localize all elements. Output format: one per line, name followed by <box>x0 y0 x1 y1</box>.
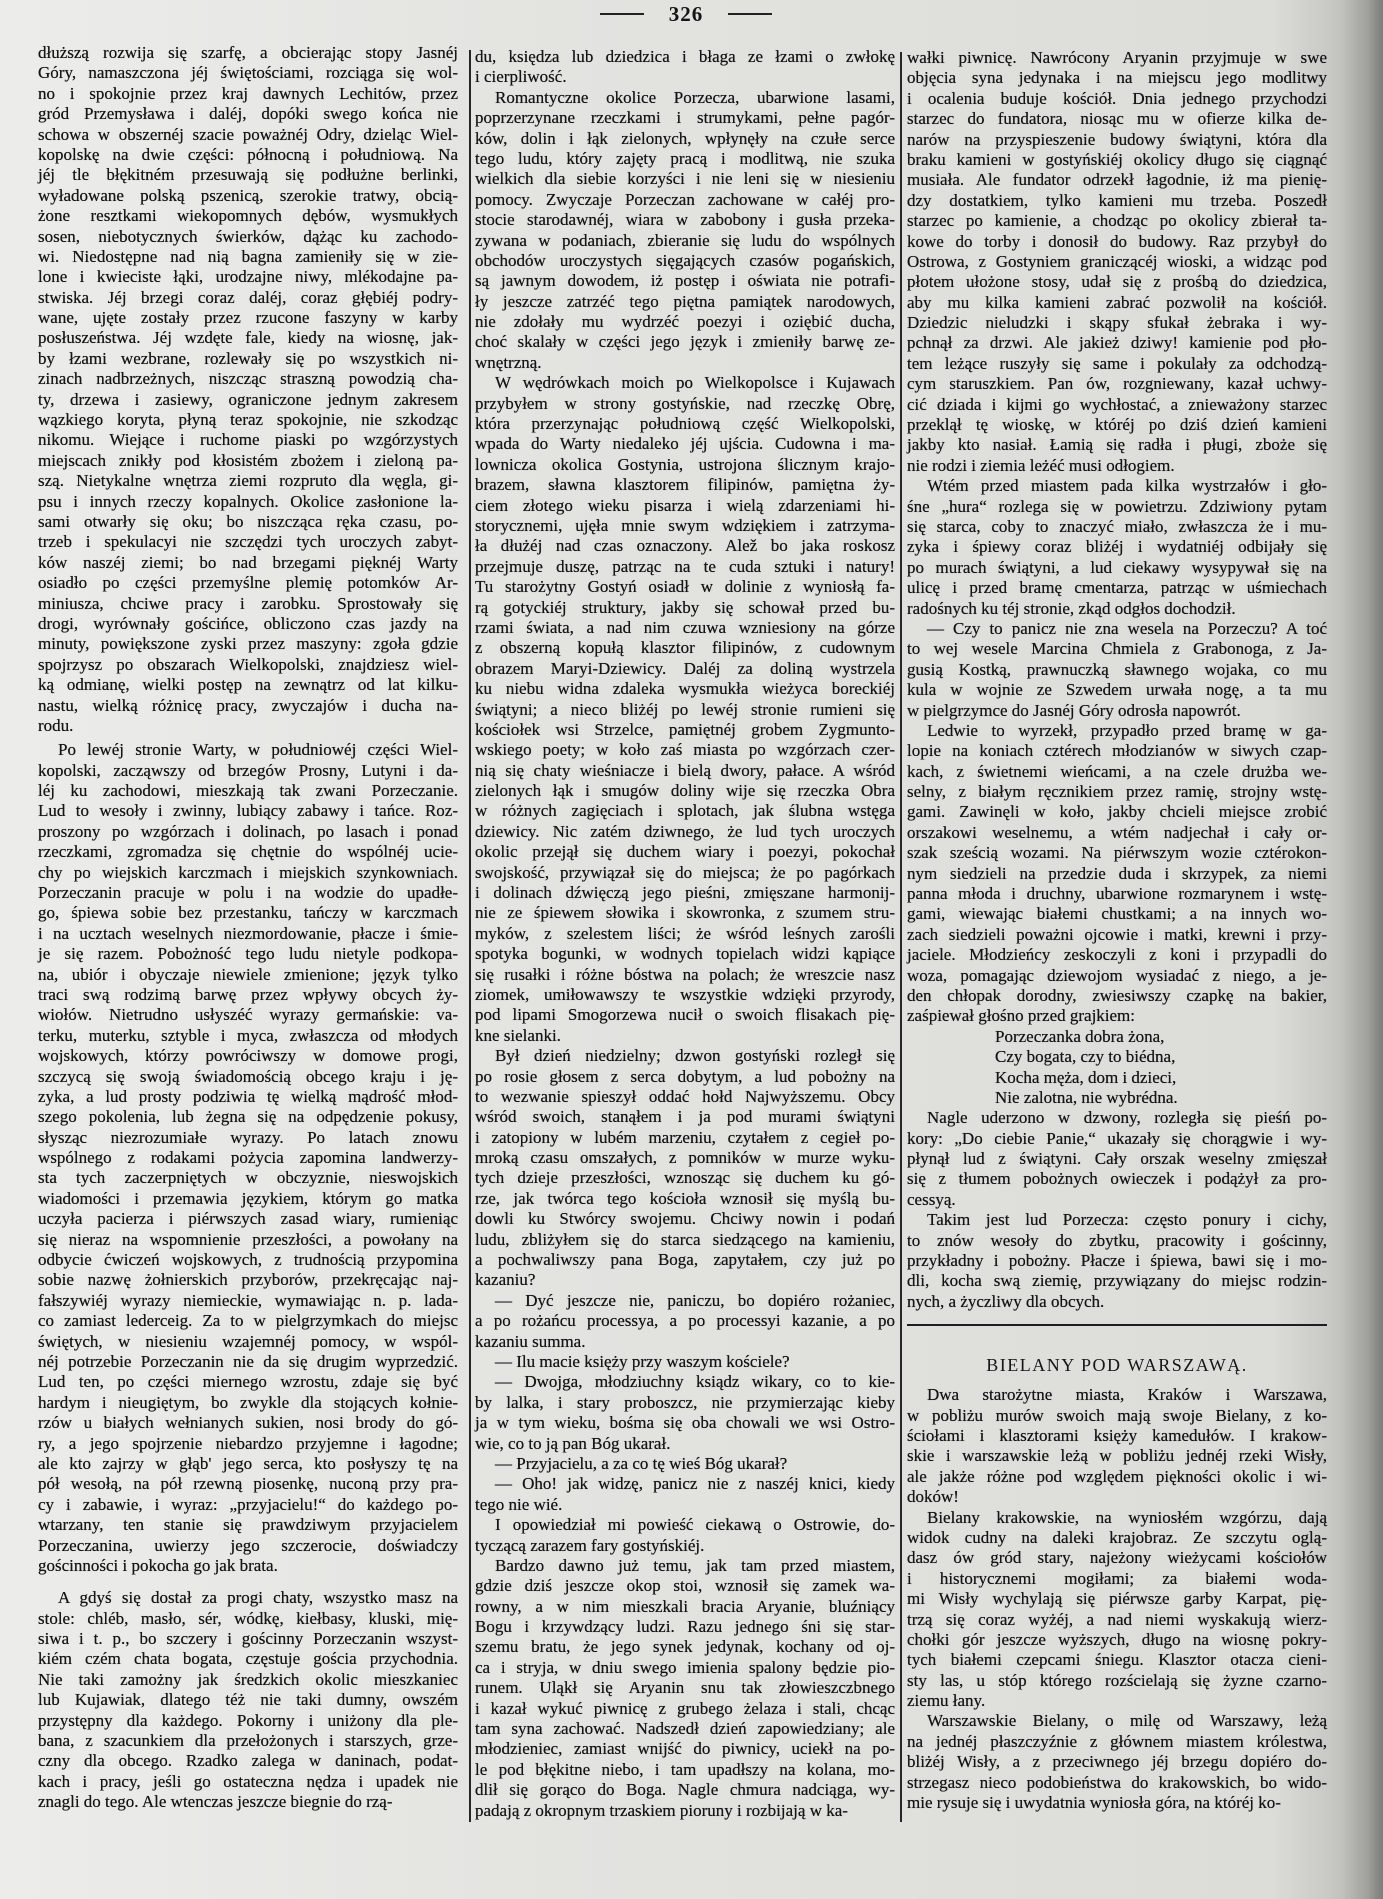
text-line: W wędrówkach moich po Wielkopolsce i Kujawach <box>495 373 895 393</box>
text-line: bana, z szacunkiem dla przełożonych i starszych, grze- <box>38 1731 458 1751</box>
text-line: jéj tle błękitném przesuwają się podłużne berlinki, <box>38 165 458 185</box>
text-column-3 <box>907 48 1327 1813</box>
text-line: tego nie wié. <box>475 1494 563 1514</box>
text-line: starzec do fundatora, niosąc mu w ofierze kilka de- <box>907 109 1327 129</box>
text-line: wnętrzną. <box>475 352 542 372</box>
text-line: stwiska. Jéj brzegi coraz daléj, coraz głębiéj podry- <box>38 287 458 307</box>
text-line: schowa w obszernéj szacie poważnéj Odry, dzieląc Wiel- <box>38 124 458 144</box>
text-line: gami. Zawinęli w koło, jakby chcieli miejsce zrobić <box>907 802 1327 822</box>
text-line: cić dziada i kijmi go wychłostać, a znieważony starzec <box>907 394 1327 414</box>
text-line: jakby kto nasiał. Łamią się radła i pługi, zboże się <box>907 435 1327 455</box>
text-line: wałki piwnicę. Nawrócony Aryanin przyjmuje w swe <box>907 48 1327 67</box>
text-line: w pielgrzymce do Jasnéj Góry odrosła napowrót. <box>907 700 1241 720</box>
text-line: doków! <box>907 1487 959 1507</box>
text-line: przeklął tę wioskę, w któréj po dziś dzień kamieni <box>907 415 1327 435</box>
text-line: kazaniu? <box>475 1270 536 1290</box>
text-line: pomocy. Zwyczaje Porzeczan zachowane w całéj pro- <box>475 189 895 209</box>
text-line: no i spokojnie przez kraj dawnych Lechitów, przez <box>38 83 458 103</box>
text-line: wie, co to ją pan Bóg ukarał. <box>475 1433 671 1453</box>
text-line: chy po wiejskich karczmach i miejskich szynkowniach. <box>38 862 458 882</box>
text-line: poprzerzynane rzeczkami i strumykami, pełne pagór- <box>475 108 895 128</box>
page-number-header <box>600 0 772 28</box>
text-line: braku kamieni w gostyńskiéj okolicy długo się ciągnąć <box>907 149 1327 169</box>
text-line: szą. Nietykalne wnętrza ziemi rozpruto dla węgla, gi- <box>38 471 458 491</box>
text-line: okolic przejął się duchem wiary i poezyi, pokochał <box>475 842 895 862</box>
text-line: padają z okropnym trzaskiem pioruny i rozbijają w ka- <box>475 1800 848 1820</box>
text-line: tam syna zachować. Nadszedł dzień zapowiedziany; ale <box>475 1719 895 1739</box>
text-line: wśród swoich, stanąłem i ja pod murami świątyni <box>475 1107 895 1127</box>
text-line: co zamiast lederceig. Za to w pielgrzymkach do miejsc <box>38 1311 458 1331</box>
text-line: ciem złotego wieku pisarza i wielą zdarzeniami hi- <box>475 495 895 515</box>
text-line: je się razem. Pobożność tego ludu nietyle podkopa- <box>38 944 458 964</box>
text-line: rze, jak twórca tego kościoła wznosił się myślą bu- <box>475 1188 895 1208</box>
text-line: mroką czasu omszałych, z pomników w murze wyku- <box>475 1148 895 1168</box>
text-line: to wej wesele Marcina Chmiela z Grabonoga, z Ja- <box>907 639 1327 659</box>
text-line: Ostrowa, z Gostyniem graniczącéj wioski, a widząc pod <box>907 251 1327 271</box>
text-line: szego pokolenia, lub żegna się na odpędzenie pokusy, <box>38 1107 458 1127</box>
text-line: Góry, namaszczona jéj świętościami, rozciąga się wol- <box>38 63 458 83</box>
text-line: rodu. <box>38 715 74 735</box>
text-line: kory: „Do ciebie Panie,“ ukazały się chorągwie i wy- <box>907 1128 1327 1148</box>
text-line: nym siedzieli na przedzie duda i skrzypek, za niemi <box>907 863 1327 883</box>
text-line: kach i pracy, jeśli go ostateczna nędza i upadek nie <box>38 1771 458 1791</box>
text-line: ziemu łany. <box>907 1691 986 1711</box>
text-line: szemu bratu, że jego synek jedynak, kochany od oj- <box>475 1637 895 1657</box>
text-line: kazaniu summa. <box>475 1331 586 1351</box>
text-line: narów na przyspieszenie budowy świątyni, która dla <box>907 129 1327 149</box>
text-line: pod lipami Smogorzewa nucił o swoich flisakach pię- <box>475 1005 895 1025</box>
text-line: storycznemi, ujęła mnie swym wdziękiem i zatrzyma- <box>475 515 895 535</box>
text-line: stocie starodawnéj, wiara w zabobony i gusła przeka- <box>475 210 895 230</box>
text-line: go, śpiewa sobie bez przestanku, tańczy w karczmach <box>38 903 458 923</box>
text-line: proszony po wzgórzach i dolinach, po lasach i ponad <box>38 821 458 841</box>
text-line: lub Kujawiak, dlatego téż nie taki dumny, owszém <box>38 1690 458 1710</box>
text-line: Dwa starożytne miasta, Kraków i Warszawa, <box>927 1385 1327 1405</box>
text-line: selny, z białym ręcznikiem przez ramię, strojny wstę- <box>907 782 1327 802</box>
text-line: stole: chléb, masło, sér, wódkę, kiełbasy, kluski, mię- <box>38 1608 458 1628</box>
text-line: sosen, niebotycznych świerków, dążąc ku zachodo- <box>38 226 458 246</box>
text-line: traci swą rodzimą barwę przez wpływy obcych ży- <box>38 984 458 1004</box>
text-line: to wezwanie spieszył oddać hołd Najwyższemu. Obcy <box>475 1086 895 1106</box>
text-line: Tu starożytny Gostyń osiadł w dolinie z wyniosłą fa- <box>475 577 895 597</box>
paragraph <box>907 476 1327 619</box>
text-line: kiém czém chata bogata, częstuje gościa przychodnia. <box>38 1649 458 1669</box>
text-line: ła dłużéj nad czas oznaczony. Alež bo jaka roskosz <box>475 536 895 556</box>
paragraph <box>907 1210 1327 1312</box>
text-line: się nieraz na wspomnienie przeszłości, a powołany na <box>38 1229 458 1249</box>
text-line: tych białemi czepcami śniegu. Klasztor otacza cieni- <box>907 1650 1327 1670</box>
text-line: świętych, w niesieniu wzajemnéj pomocy, w wspól- <box>38 1331 458 1351</box>
text-line: fałszywiéj wyrazy niemieckie, wymawiając n. p. lada- <box>38 1290 458 1310</box>
text-line: Nagle uderzono w dzwony, rozległa się pieśń po- <box>927 1108 1327 1128</box>
paragraph <box>475 88 895 373</box>
text-line: kach, z świetnemi wieńcami, a na czele drużba we- <box>907 761 1327 781</box>
text-line: Kocha męża, dom i dzieci, <box>995 1067 1177 1087</box>
text-line: po rosie głosem z serca dobytym, a lud pobożny na <box>475 1066 895 1086</box>
text-line: zaśpiewał głośno przed grajkiem: <box>907 1006 1136 1026</box>
text-line: wtarzany, ten stanie się prawdziwym przyjacielem <box>38 1515 458 1535</box>
text-line: dowli ku Stwórcy swojemu. Chciwy nowin i podań <box>475 1209 895 1229</box>
text-line: starzec po kamienie, a chodząc po okolicy zbierał ta- <box>907 211 1327 231</box>
text-line: drogi, wyrównały gościńce, obliczono czas jazdy na <box>38 613 458 633</box>
text-line: dli, kocha swą ziemię, przywiązany do miejsc rodzin- <box>907 1271 1327 1291</box>
column-divider <box>900 52 902 1822</box>
text-line: nych, a życzliwy dla obcych. <box>907 1291 1105 1311</box>
text-line: sami otwarły się oku; bo niszcząca ręka czasu, po- <box>38 511 458 531</box>
text-line: Wtém przed miastem pada kilka wystrzałów i gło- <box>927 476 1327 496</box>
text-line: objęcia syna jedynaka i na miejscu jego modlitwy <box>907 68 1327 88</box>
text-line: kopolski, zacząwszy od brzegów Prosny, Lutyni i da- <box>38 760 458 780</box>
text-line: wyładowane polską pszenicą, szerokie tratwy, obcią- <box>38 185 458 205</box>
text-line: miniusza, chciwe pracy i zarobku. Sprostowały się <box>38 593 458 613</box>
text-line: kopolskę na dwie części: północną i południową. Na <box>38 144 458 164</box>
text-line: tego ludu, który zajęty pracą i modlitwą, nie szuka <box>475 148 895 168</box>
paragraph <box>475 1372 895 1454</box>
text-line: ale jakże różne pod względem piękności okolic i wi- <box>907 1466 1327 1486</box>
paragraph <box>38 1588 458 1812</box>
text-line: musiała. Ale fundator odrzekł łagodnie, iż ma pienię- <box>907 170 1327 190</box>
text-line: jaciele. Młodzieńcy zeskoczyli z koni i przypadli do <box>907 945 1327 965</box>
text-line: ludu, zbliżyłem się do starca siedzącego na kamieniu, <box>475 1229 895 1249</box>
text-line: sobie nazwę żołnierskich przyborów, przekręcając naj- <box>38 1270 458 1290</box>
text-line: czny dla obcego. Rzadko zalega w daninach, podat- <box>38 1751 458 1771</box>
text-line: posłuszeństwa. Jéj wzdęte fale, kiedy na wiosnę, jak- <box>38 328 458 348</box>
text-line: tem leżące ruszyły się same i pokulały za odchodzą- <box>907 353 1327 373</box>
text-line: kula w wojnie ze Szwedem urwała nogę, a ta mu <box>907 680 1327 700</box>
text-line: woza, pomagając dziewojom wysiadać z niego, a je- <box>907 965 1327 985</box>
text-line: Lud ten, po części miernego wzrostu, zdaje się być <box>38 1372 458 1392</box>
text-line: Ledwie to wyrzekł, przypadło przed bramę w ga- <box>927 720 1327 740</box>
text-line: zywana w podaniach, zbieranie się ludu do wspólnych <box>475 230 895 250</box>
text-line: cessyą. <box>907 1189 956 1209</box>
text-line: ków, dolin i łąk zielonych, wpłynęły na czułe serce <box>475 128 895 148</box>
paragraph <box>475 47 895 88</box>
text-line: wojskowych, którzy powróciwszy w domowe progi, <box>38 1046 458 1066</box>
text-line: obrazem Maryi-Dziewicy. Daléj za doliną wystrzela <box>475 658 895 678</box>
text-line: chołki gór jeszcze wyższych, długo na wiosnę pokry- <box>907 1629 1327 1649</box>
text-line: ty, drzewa i zasiewy, ograniczone jednym zakresem <box>38 389 458 409</box>
text-line: — Dyć jeszcze nie, paniczu, bo dopiéro rożaniec, <box>495 1290 895 1310</box>
paragraph <box>907 721 1327 1027</box>
text-line: néj potrzebie Porzeczanin nie da się drugim wyprzedzić. <box>38 1352 458 1371</box>
text-line: — Dwojga, młodziuchny ksiądz wikary, co to kie- <box>495 1372 895 1392</box>
text-line: dziewicy. Nic zatém dziwnego, że lud tych uroczych <box>475 821 895 841</box>
text-line: ry, a jego spojrzenie niebardzo przyjemne i łagodne; <box>38 1433 458 1453</box>
text-line: żone resztkami wiekopomnych dębów, wysmukłych <box>38 206 458 226</box>
text-line: to znów wesoły do zbytku, pracowity i gościnny, <box>907 1230 1327 1250</box>
text-line: wpada do Warty niedaleko jéj ujścia. Cudowna i ma- <box>475 434 895 454</box>
text-line: kne sielanki. <box>475 1025 561 1045</box>
text-line: przejmuje duszę, patrząc na te cuda sztuki i natury! <box>475 556 895 576</box>
text-line: I opowiedział mi powieść ciekawą o Ostrowie, do- <box>495 1515 895 1535</box>
paragraph <box>907 619 1327 721</box>
text-column-1 <box>38 43 458 1813</box>
text-line: nastu, wielką różnicę pracy, zwyczajów i ducha na- <box>38 695 458 715</box>
text-line: Porzeczanina, uwierzy jego szczerocie, doświadczy <box>38 1535 458 1555</box>
text-line: na jednéj płaszczyźnie z głównem miastem królestwa, <box>907 1731 1327 1751</box>
text-line: wspólnego z rodakami pożycia zapomina landwerzy- <box>38 1148 458 1168</box>
text-line: i na ucztach weselnych niezmordowanie, płacze i śmie- <box>38 923 458 943</box>
text-line: kościołek wsi Strzelce, pamiętnéj grobem Zygmunto- <box>475 719 895 739</box>
paragraph <box>475 1046 895 1291</box>
paragraph <box>475 1352 895 1372</box>
text-line: tych dzieje przeszłości, wznosząc się duchem ku gó- <box>475 1168 895 1188</box>
text-line: spojrzysz po obszarach Wielkopolski, znajdziesz wiel- <box>38 654 458 674</box>
text-line: się rusałki i różne bóstwa na polach; że wreszcie nasz <box>475 964 895 984</box>
text-line: bliżéj Wisły, a z przeciwnego jéj brzegu dopiéro do- <box>907 1752 1327 1772</box>
text-line: ściołami i klasztorami księży kamedułów. I krakow- <box>907 1426 1327 1445</box>
text-line: zielonych łąk i smugów doliny wije się rzeczka Obra <box>475 781 895 801</box>
text-line: dlił się gorąco do Boga. Nagle chmura nadciąga, wy- <box>475 1780 895 1800</box>
paragraph <box>38 740 458 1576</box>
text-line: choć skalały w części jego język i zmieniły barwę ze- <box>475 332 895 352</box>
text-line: szak sześcią wozami. Na piérwszym wozie cztérokon- <box>907 843 1327 863</box>
text-line: na, ubiór i obyczaje niewiele zmienione; język tylko <box>38 964 458 984</box>
text-line: nikomu. Wiejące i ruchome piaski po wzgórzystych <box>38 430 458 450</box>
text-line: miejscach znikły pod kłosistém zbożem i zieloną pa- <box>38 450 458 470</box>
text-line: gdzie dziś jeszcze okop stoi, wznosił się zamek wa- <box>475 1576 895 1596</box>
text-line: ja w tym wieku, bośma się oba chowali we wsi Ostro- <box>475 1413 895 1433</box>
text-line: lownicza okolica Gostynia, ustrojona ślicznym krajo- <box>475 454 895 474</box>
text-line: a pochwaliwszy pana Boga, zapytałem, czy już po <box>475 1250 895 1270</box>
text-line: spotyka bogunki, w wodnych topielach widzi kąpiące <box>475 944 895 964</box>
section-divider <box>907 1324 1327 1326</box>
text-line: Bogu i krzywdzący ludzi. Razu jednego śni się star- <box>475 1617 895 1637</box>
paragraph <box>475 1556 895 1821</box>
text-line: dłuższą rozwija się szarfę, a obcierając stopy Jasnéj <box>38 43 458 62</box>
text-line: — Oho! jak widzę, panicz nie z naszéj knici, kiedy <box>495 1474 895 1494</box>
text-line: du, księdza lub dziedzica i błaga ze łzami o zwłokę <box>475 47 895 66</box>
text-line: kowe do torby i donosił do budowy. Raz przybył do <box>907 231 1327 251</box>
text-line: ką odmianę, wielki postęp na zewnątrz od lat kilku- <box>38 675 458 695</box>
text-line: i dolinach dźwięczą jego pieśni, zmięszane harmonij- <box>475 883 895 903</box>
text-line: ale kto zajrzy w głąb' jego serca, kto posłyszy tę na <box>38 1453 458 1473</box>
text-line: mi Wisły wychylają się piérwsze garby Karpat, pię- <box>907 1589 1327 1609</box>
text-line: léj ku zachodowi, mieszkają tak zwani Porzeczanie. <box>38 781 458 801</box>
text-line: Porzeczanin pracuje w polu i na wodzie do upadłe- <box>38 883 458 903</box>
text-line: obchodów uroczystych sięgających czasów pogańskich, <box>475 250 895 270</box>
paragraph <box>907 1711 1327 1813</box>
text-line: minuty, powiększone zyski przez maszyny: zgoła gdzie <box>38 634 458 654</box>
text-line: i kazał wykuć piwnicę z grubego żelaza i stali, chcąc <box>475 1698 895 1718</box>
text-line: osiadło po części przemyślne plemię potomków Ar- <box>38 573 458 593</box>
text-line: brazem, sławna klasztorem filipinów, pamiętna ży- <box>475 475 895 495</box>
text-line: wielkich dla siebie korzyści i nie leni się w niesieniu <box>475 169 895 189</box>
text-line: zyka i śpiewy coraz bliżéj i wydatniéj odbijały się <box>907 537 1327 557</box>
text-line: płotem ułożone stosy, udał się z prośbą do dziedzica, <box>907 272 1327 292</box>
column-divider <box>469 50 471 1822</box>
text-line: która przerzynając południową część Wielkopolski, <box>475 414 895 434</box>
text-line: wane, ujęte zostały przez rzucone faszyny w karby <box>38 308 458 328</box>
text-line: nią się chaty wieśniacze i bielą dwory, pałace. A wśród <box>475 760 895 780</box>
text-line: mie rysuje się i uwydatnia wyniosła góra, na któréj ko- <box>907 1793 1281 1813</box>
text-line: sta tych zaczerpniętych w obczyznie, nieswojskich <box>38 1168 458 1188</box>
text-line: cym staruszkiem. Pan ów, rozgniewany, kazał uchwy- <box>907 374 1327 394</box>
paragraph <box>475 1291 895 1352</box>
text-line: A gdyś się dostał za progi chaty, wszystko masz na <box>58 1588 458 1608</box>
text-line: siwa i t. p., bo szczery i gościnny Porzeczanin wszyst- <box>38 1629 458 1649</box>
text-line: Porzeczanka dobra żona, <box>995 1026 1165 1046</box>
text-line: lopie na koniach cztérech młodzianów w siwych czap- <box>907 741 1327 761</box>
text-line: rą gotyckiéj struktury, jakby się schował przed bu- <box>475 597 895 617</box>
text-line: ku niebu widna zdaleka wysmukła wieżyca boreckiéj <box>475 679 895 699</box>
text-line: przybyłem w strony gostyńskie, nad rzeczkę Obrę, <box>475 393 895 413</box>
text-line: ły jeszcze zatrzéć tego piętna pamiątek narodowych, <box>475 291 895 311</box>
text-line: gusią Kostką, prawnuczką sławnego wojaka, co mu <box>907 659 1327 679</box>
text-line: trzą się coraz wyżéj, a nad niemi wyskakują wierz- <box>907 1609 1327 1629</box>
text-line: młodzieniec, zamiast wnijść do piwnicy, uciekł na po- <box>475 1739 895 1759</box>
paragraph <box>907 1108 1327 1210</box>
text-line: śne „hura“ rozlega się w powietrzu. Zdziwiony pytam <box>907 496 1327 516</box>
text-line: Czy bogata, czy to biédna, <box>995 1047 1176 1067</box>
text-line: radośnych ku téj stronie, zkąd odgłos dochodził. <box>907 598 1236 618</box>
text-line: le pod błękitne niebo, i tam upadłszy na kolana, mo- <box>475 1759 895 1779</box>
text-line: dasz ów gród stary, najeżony wieżycami kościołów <box>907 1548 1327 1568</box>
text-line: znagli do tego. Ale wtenczas jeszcze biegnie do rzą- <box>38 1792 393 1812</box>
text-line: by łzami wezbrane, rozlewały się po wszystkich ni- <box>38 348 458 368</box>
text-line: hardym i nieugiętym, bo zwykle dla stojących kołnie- <box>38 1392 458 1412</box>
text-line: gami, wiewając białemi chustkami; a na innych wo- <box>907 904 1327 924</box>
verse-stanza <box>907 1027 1327 1109</box>
text-line: nie zdołały mu wydrzéć poezyi i oziębić ducha, <box>475 312 895 332</box>
text-line: Warszawskie Bielany, o milę od Warszawy, leżą <box>927 1711 1327 1731</box>
paragraph <box>907 1508 1327 1712</box>
text-line: Był dzień niedzielny; dzwon gostyński rozległ się <box>495 1046 895 1066</box>
text-line: po murach świątyni, a lud ciekawy wysypywał się na <box>907 557 1327 577</box>
text-line: ków naszéj ziemi; bo nad brzegami pięknéj Warty <box>38 552 458 572</box>
text-line: Dziedzic nieludzki i skąpy sfukał żebraka i wy- <box>907 313 1327 333</box>
text-line: Nie taki zamożny jak średzkich okolic mieszkaniec <box>38 1669 458 1689</box>
text-line: a po rożańcu processya, a po processyi kazanie, a po <box>475 1311 895 1331</box>
text-line: lone i kwieciste łąki, urodzajne niwy, mlékodajne pa- <box>38 267 458 287</box>
text-line: — Przyjacielu, a za co tę wieś Bóg ukarał? <box>495 1453 788 1473</box>
text-line: wiadomości i przemawia językiem, którym go matka <box>38 1188 458 1208</box>
text-line: są jawnym dowodem, iż postęp i oświata nie potrafi- <box>475 271 895 291</box>
text-line: dzy dostatkiem, tylko kamieni mu trzeba. Poszedł <box>907 190 1327 210</box>
text-line: świątyni; a nieco bliżéj po lewéj stronie rumieni się <box>475 699 895 719</box>
text-line: widok cudny na daleki krajobraz. Ze szczytu oglą- <box>907 1527 1327 1547</box>
text-line: pół wesołą, na pół rzewną piosenkę, nuconą przy pra- <box>38 1474 458 1494</box>
paragraph <box>475 373 895 1046</box>
text-line: tyczącą zarazem fary gostyńskiéj. <box>475 1535 705 1555</box>
text-line: runem. Uląkł się Aryanin snu tak złowieszczbnego <box>475 1678 895 1698</box>
text-line: się starca, coby to znaczyć miało, zwłaszcza że i mu- <box>907 516 1327 536</box>
page-number: 326 <box>668 1 704 26</box>
paragraph <box>475 1515 895 1556</box>
text-line: Takim jest lud Porzecza: często ponury i cichy, <box>927 1210 1327 1230</box>
text-column-2 <box>475 47 895 1821</box>
text-line: pchnął za drzwi. Ale jakież dziwy! kamienie pod pło- <box>907 333 1327 353</box>
paragraph <box>475 1454 895 1474</box>
text-line: ca i stryja, w dniu swego imienia spalony będzie pio- <box>475 1657 895 1677</box>
text-line: trzeb i spekulacyi nie szczędzi tych uroczych zabyt- <box>38 532 458 552</box>
text-line: przykładny i pobożny. Płacze i śpiewa, bawi się i mo- <box>907 1251 1327 1271</box>
text-line: odbycie ćwiczeń wojskowych, z trudnością przypomina <box>38 1250 458 1270</box>
text-line: — Czy to panicz nie zna wesela na Porzeczu? A toć <box>927 618 1327 638</box>
text-line: Lud to wesoły i zwinny, lubiący zabawy i tańce. Roz- <box>38 801 458 821</box>
text-line: i historycznemi mogiłami; za białemi woda- <box>907 1568 1327 1588</box>
text-line: z obszerną kopułą klasztor filipinów, z cudownym <box>475 638 895 658</box>
text-line: by lalka, i stary proboszcz, nie przymierzając kieby <box>475 1392 895 1412</box>
text-line: cy i zabawie, i wyraz: „przyjacielu!“ do każdego po- <box>38 1494 458 1514</box>
text-line: zyka, a lud prosty podziwia tę wielką mądrość młod- <box>38 1086 458 1106</box>
page-edge-shadow <box>1343 0 1383 1899</box>
text-line: Romantyczne okolice Porzecza, ubarwione lasami, <box>495 87 895 107</box>
text-line: wązkiego koryta, płyną teraz spokojnie, nie szkodząc <box>38 410 458 430</box>
text-line: den chłopak dorodny, zwiesiwszy czapkę na bakier, <box>907 985 1327 1005</box>
text-line: się z tłumem pobożnych owieczek i podążył za pro- <box>907 1169 1327 1189</box>
section-heading: BIELANY POD WARSZAWĄ. <box>986 1355 1248 1376</box>
text-line: — Ilu macie księży przy waszym kościele? <box>495 1352 790 1371</box>
text-line: rowny, a w nim mieszkali bracia Aryanie, bluźniący <box>475 1596 895 1616</box>
text-line: ziomek, umiłowawszy te wszystkie wdzięki przyrody, <box>475 984 895 1004</box>
text-line: szczycą się swoją świadomością obcego kraju i ję- <box>38 1066 458 1086</box>
text-line: uczyła pacierza i piérwszych zasad wiary, rumieniąc <box>38 1209 458 1229</box>
paragraph <box>475 1474 895 1515</box>
decorative-dash <box>600 13 644 15</box>
text-line: Nie zalotna, nie wybrédna. <box>995 1087 1178 1107</box>
text-line: wi. Niedostępne nad nią bagna zamieniły się w zie- <box>38 246 458 266</box>
text-line: skie i warszawskie leżą w pobliżu jednéj rzeki Wisły, <box>907 1446 1327 1466</box>
text-line: zinach nadbrzeżnych, niszcząc straszną powodzią cha- <box>38 369 458 389</box>
text-line: i ocalenia buduje kościół. Dnia jednego przychodzi <box>907 88 1327 108</box>
text-line: swojskość, przywiązał się do miejsca; że po pagórkach <box>475 862 895 882</box>
text-line: psu i innych rzeczy kopalnych. Okolice zasłonione la- <box>38 491 458 511</box>
text-line: i zatopiony w lubém marzeniu, czytałem z cegieł po- <box>475 1127 895 1147</box>
text-line: przystępny dla każdego. Pokorny i uniżony dla ple- <box>38 1710 458 1730</box>
text-line: zach siedzieli poważni ojcowie i matki, krewni i przy- <box>907 924 1327 944</box>
text-line: aby mu kilka kamieni zabrać pozwolił na kościół. <box>907 292 1327 312</box>
text-line: sty las, u stóp którego rozścielają się żyzne czarno- <box>907 1670 1327 1690</box>
text-line: płynął lud z świątyni. Cały orszak weselny zmięszał <box>907 1149 1327 1169</box>
text-line: strzegasz nieco podobieństwa do krakowskich, bo wido- <box>907 1772 1327 1792</box>
text-line: rzów u białych wełnianych sukien, nosi brody do gó- <box>38 1413 458 1433</box>
text-line: Bielany krakowskie, na wyniosłém wzgórzu, dają <box>927 1507 1327 1527</box>
paragraph <box>907 48 1327 476</box>
text-line: i cierpliwość. <box>475 67 567 87</box>
text-line: nie rodzi i ziemia leżéć musi odłogiem. <box>907 455 1175 475</box>
paragraph <box>38 43 458 736</box>
text-line: gościnności i pokocha go jak brata. <box>38 1555 278 1575</box>
text-line: gród Przemysława i daléj, dopóki swego końca nie <box>38 104 458 124</box>
text-line: w pobliżu murów swoich mają swoje Bielany, z ko- <box>907 1405 1327 1425</box>
decorative-dash <box>728 13 772 15</box>
text-line: słysząc niezrozumiałe wyrazy. Po latach znowu <box>38 1127 458 1147</box>
text-line: nie ze śpiewem słowika i skowronka, z szumem stru- <box>475 903 895 923</box>
text-line: myków, z szelestem liści; że wśród leśnych zarośli <box>475 923 895 943</box>
text-line: panna młoda i druchny, ubarwione rozmarynem i wstę- <box>907 884 1327 904</box>
text-line: terku, muterku, sztyble i myca, zwłaszcza od młodych <box>38 1025 458 1045</box>
text-line: rzeczkami, zgromadza się chętnie do wspólnéj ucie- <box>38 842 458 862</box>
text-line: wiołów. Nietrudno usłyszéć wyrazy germańskie: va- <box>38 1005 458 1025</box>
text-line: rzami świata, a nad nim czuwa wzniesiony na górze <box>475 617 895 637</box>
text-line: Bardzo dawno już temu, jak tam przed miastem, <box>495 1555 895 1575</box>
text-line: w różnych zagięciach i splotach, jak ślubna wstęga <box>475 801 895 821</box>
paragraph <box>907 1385 1327 1507</box>
text-line: orszakowi weselnemu, a wtém nadjechał i cały or- <box>907 822 1327 842</box>
text-line: ulicę i przed bramę cmentarza, patrząc w uśmiechach <box>907 578 1327 598</box>
text-line: Po lewéj stronie Warty, w południowéj części Wiel- <box>58 740 458 760</box>
text-line: wskiego poety; w koło zaś miasta po wzgórzach czer- <box>475 740 895 760</box>
